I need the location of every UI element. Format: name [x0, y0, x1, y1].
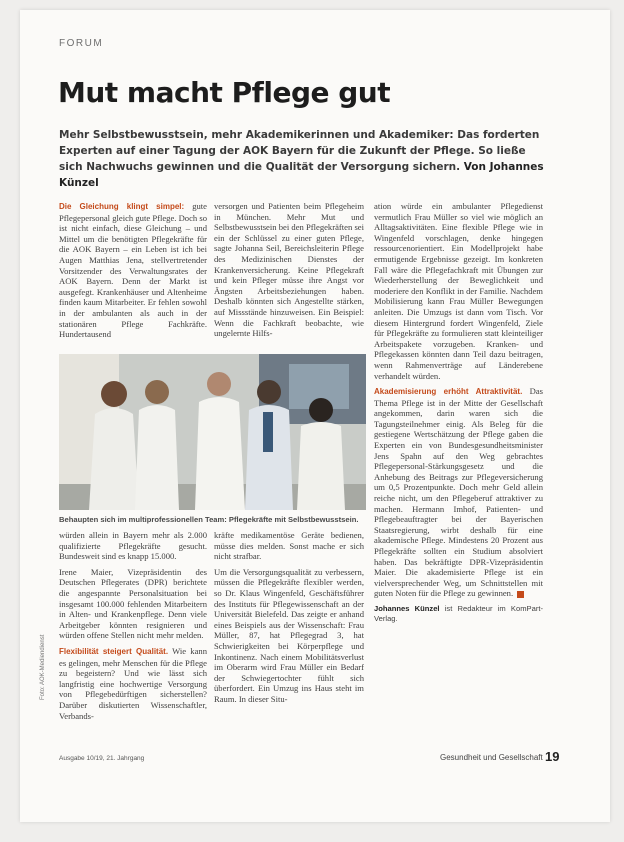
column-3 — [374, 201, 543, 731]
subheading-3: Akademisierung erhöht Attraktivität. — [374, 387, 523, 397]
article-title: Mut macht Pflege gut — [58, 76, 391, 109]
subheading-2: Flexibilität steigert Qualität. — [59, 646, 169, 656]
body-text: ation würde ein ambulanter Pflegedienst vermutlich Frau Müller so viel wie möglich an Alltagsaktivitäten. Eine flexible Pflege wie in Wingenfeld vorschlagen, denke hingegen ressourcenorientiert. Ein Modellprojekt habe ermutigende Ergebnisse gezeigt. Im konkreten Fall wäre die Pflegefachkraft mit Übungen zur Wiederherstellung der Beweglichkeit und moderiere den Konflikt in der Familie. Nachdem Mobilisierung kann Frau Müller Bewegungen anleiten. Die Umzugs ist dann vom Tisch. Vor diesem Hintergrund fordert Wingenfeld, Ziele für Pflegekräfte zu formulieren statt kleinteiliger Arbeitspakete vorzugeben. Kranken- und Pflegekassen könnten dann Teil dazu beitragen, wenn Rahmenverträge auf Länderebene verhandelt würden. — [374, 201, 543, 381]
body-text: gute Pflegepersonal gleich gute Pflege. Doch so ist nicht einfach, diese Gleichung – und Mittel um die benötigten Pflegekräfte für die AOK Bayern – ein Leben ist ich bei Augen Matthias Jena, stellvertretender Vorsitzender des Verwaltungsrates der AOK Bayern. Denn der Markt ist ausgefegt. Krankenhäuser und Altenheime finden kaum Mitarbeiter. Er fehlen sowohl in der ambulanten als auch in der stationären Pflege Fachkräfte. Hundertausend — [59, 201, 207, 340]
body-text: Um die Versorgungsqualität zu verbessern, müssen die Pflegekräfte flexibler werden, so Dr. Klaus Wingenfeld, Geschäftsführer des Instituts für Pflegewissenschaft an der Universität Bielefeld. Das zeigte er anhand eines Beispiels aus der Wissenschaft: Frau Müller, 87, hat Pflegegrad 3, hat Schwierigkeiten bei Körperpflege und Inkontinenz. Nach einem Mobilitätsverlust im Oberarm wird Frau Müller ein Bedarf der Schwiegertochter fühlt sich überfordert. Ein Umzug ins Haus steht im Raum. In dieser Situ- — [214, 566, 364, 704]
column-1-top — [59, 201, 207, 351]
body-text: Irene Maier, Vizepräsidentin des Deutschen Pflegerates (DPR) berichtete die angespannte Personalsituation bei insgesamt 100.000 fehlenden Mitarbeitern in Alten- und Krankenpflege. Denn viele Arbeitgeber könnten resignieren und würden offene Stellen nicht mehr melden. — [59, 566, 207, 641]
body-text: würden allein in Bayern mehr als 2.000 qualifizierte Pflegekräfte gesucht. Bundesweit sind es knapp 15.000. — [59, 530, 207, 562]
section-label: FORUM — [59, 38, 104, 49]
author-byline: Von Johannes Künzel — [59, 161, 544, 189]
author-bio — [374, 604, 543, 624]
column-1-bottom — [59, 530, 207, 742]
article-photo — [59, 354, 366, 510]
body-text: kräfte medikamentöse Geräte bedienen, müsse dies melden. Sonst mache er sich nicht strafbar. — [214, 530, 364, 562]
page-number: 19 — [545, 749, 560, 764]
magazine-name: Gesundheit und Gesellschaft — [440, 753, 543, 762]
bio-name: Johannes Künzel — [374, 603, 440, 613]
body-text: Wie kann es gelingen, mehr Menschen für die Pflege zu begeistern? Und wie lässt sich langfristig eine hochwertige Versorgung von Pflegebedürftigen sicherstellen? Darüber diskutierten Wissenschaftler, Verbands- — [59, 645, 207, 721]
body-text: Das Thema Pflege ist in der Mitte der Gesellschaft angekommen, darin waren sich die Tagungsteilnehmer einig. Als Beleg für die gestiegene Wertschätzung der Pflege gaben die Experten ein von Bundesgesundheitsminister Jens Spahn auf den Weg gebrachtes Pflegepersonal-Stärkungsgesetz und die Anhebung des Beitrags zur Pflegeversicherung um 0,5 Prozentpunkte. Doch mehr Geld allein reiche nicht, um den Pflegeberuf attraktiver zu machen. Hermann Imhof, Patienten- und Pflegebeauftragter bei der Bayerischen Staatsregierung, wirbt deshalb für eine akademische Pflege. Mindestens 20 Prozent aus Pflegekräfte sollten ein Studium absolviert haben. Das bekräftigte DPR-Vizepräsidentin Maier. Die akademisierte Pflege ist ein vielversprechender Weg, um Schnittstellen mit guten Noten für die Pflege zu gewinnen. — [374, 386, 543, 599]
article-end-mark — [517, 591, 524, 598]
subheading-1: Die Gleichung klingt simpel: — [59, 202, 185, 211]
column-2-top — [214, 201, 364, 351]
photo-credit: Foto: AOK-Mediendienst — [40, 634, 46, 700]
photo-illustration — [59, 354, 366, 510]
article-lead — [59, 127, 549, 191]
issue-info: Ausgabe 10/19, 21. Jahrgang — [59, 755, 145, 762]
bio-role: ist Redakteur im KomPart-Verlag. — [374, 603, 543, 623]
body-text: versorgen und Patienten beim Pflegeheim in München. Mehr Mut und Selbstbewusstsein bei den Pflegekräften sei ein der Schlüssel zu einer guten Pflege, sagte Johanna Seil, Bereichsleiterin Pflege des Medizinischen Dienstes der Krankenversicherung. Keine Pflegekraft und kein Pfleger müsse ihre Angst vor Ängsten Arbeitsbeziehungen haben. Deshalb könnten sich Angestellte stärken, auf Missstände hinzuweisen. Ein Beispiel: Wenn die Fachkraft beobachte, wie ungelernte Hilfs- — [214, 201, 364, 339]
photo-caption: Behaupten sich im multiprofessionellen Team: Pflegekräfte mit Selbstbewusstsein. — [59, 515, 359, 524]
column-2-bottom — [214, 530, 364, 742]
lead-text: Mehr Selbstbewusstsein, mehr Akademikerinnen und Akademiker: Das forderten Experten auf einer Tagung der AOK Bayern für die Zukunft der Pflege. So ließe sich Nachwuchs gewinnen und die Qualität der Versorgung sichern. — [59, 129, 540, 173]
